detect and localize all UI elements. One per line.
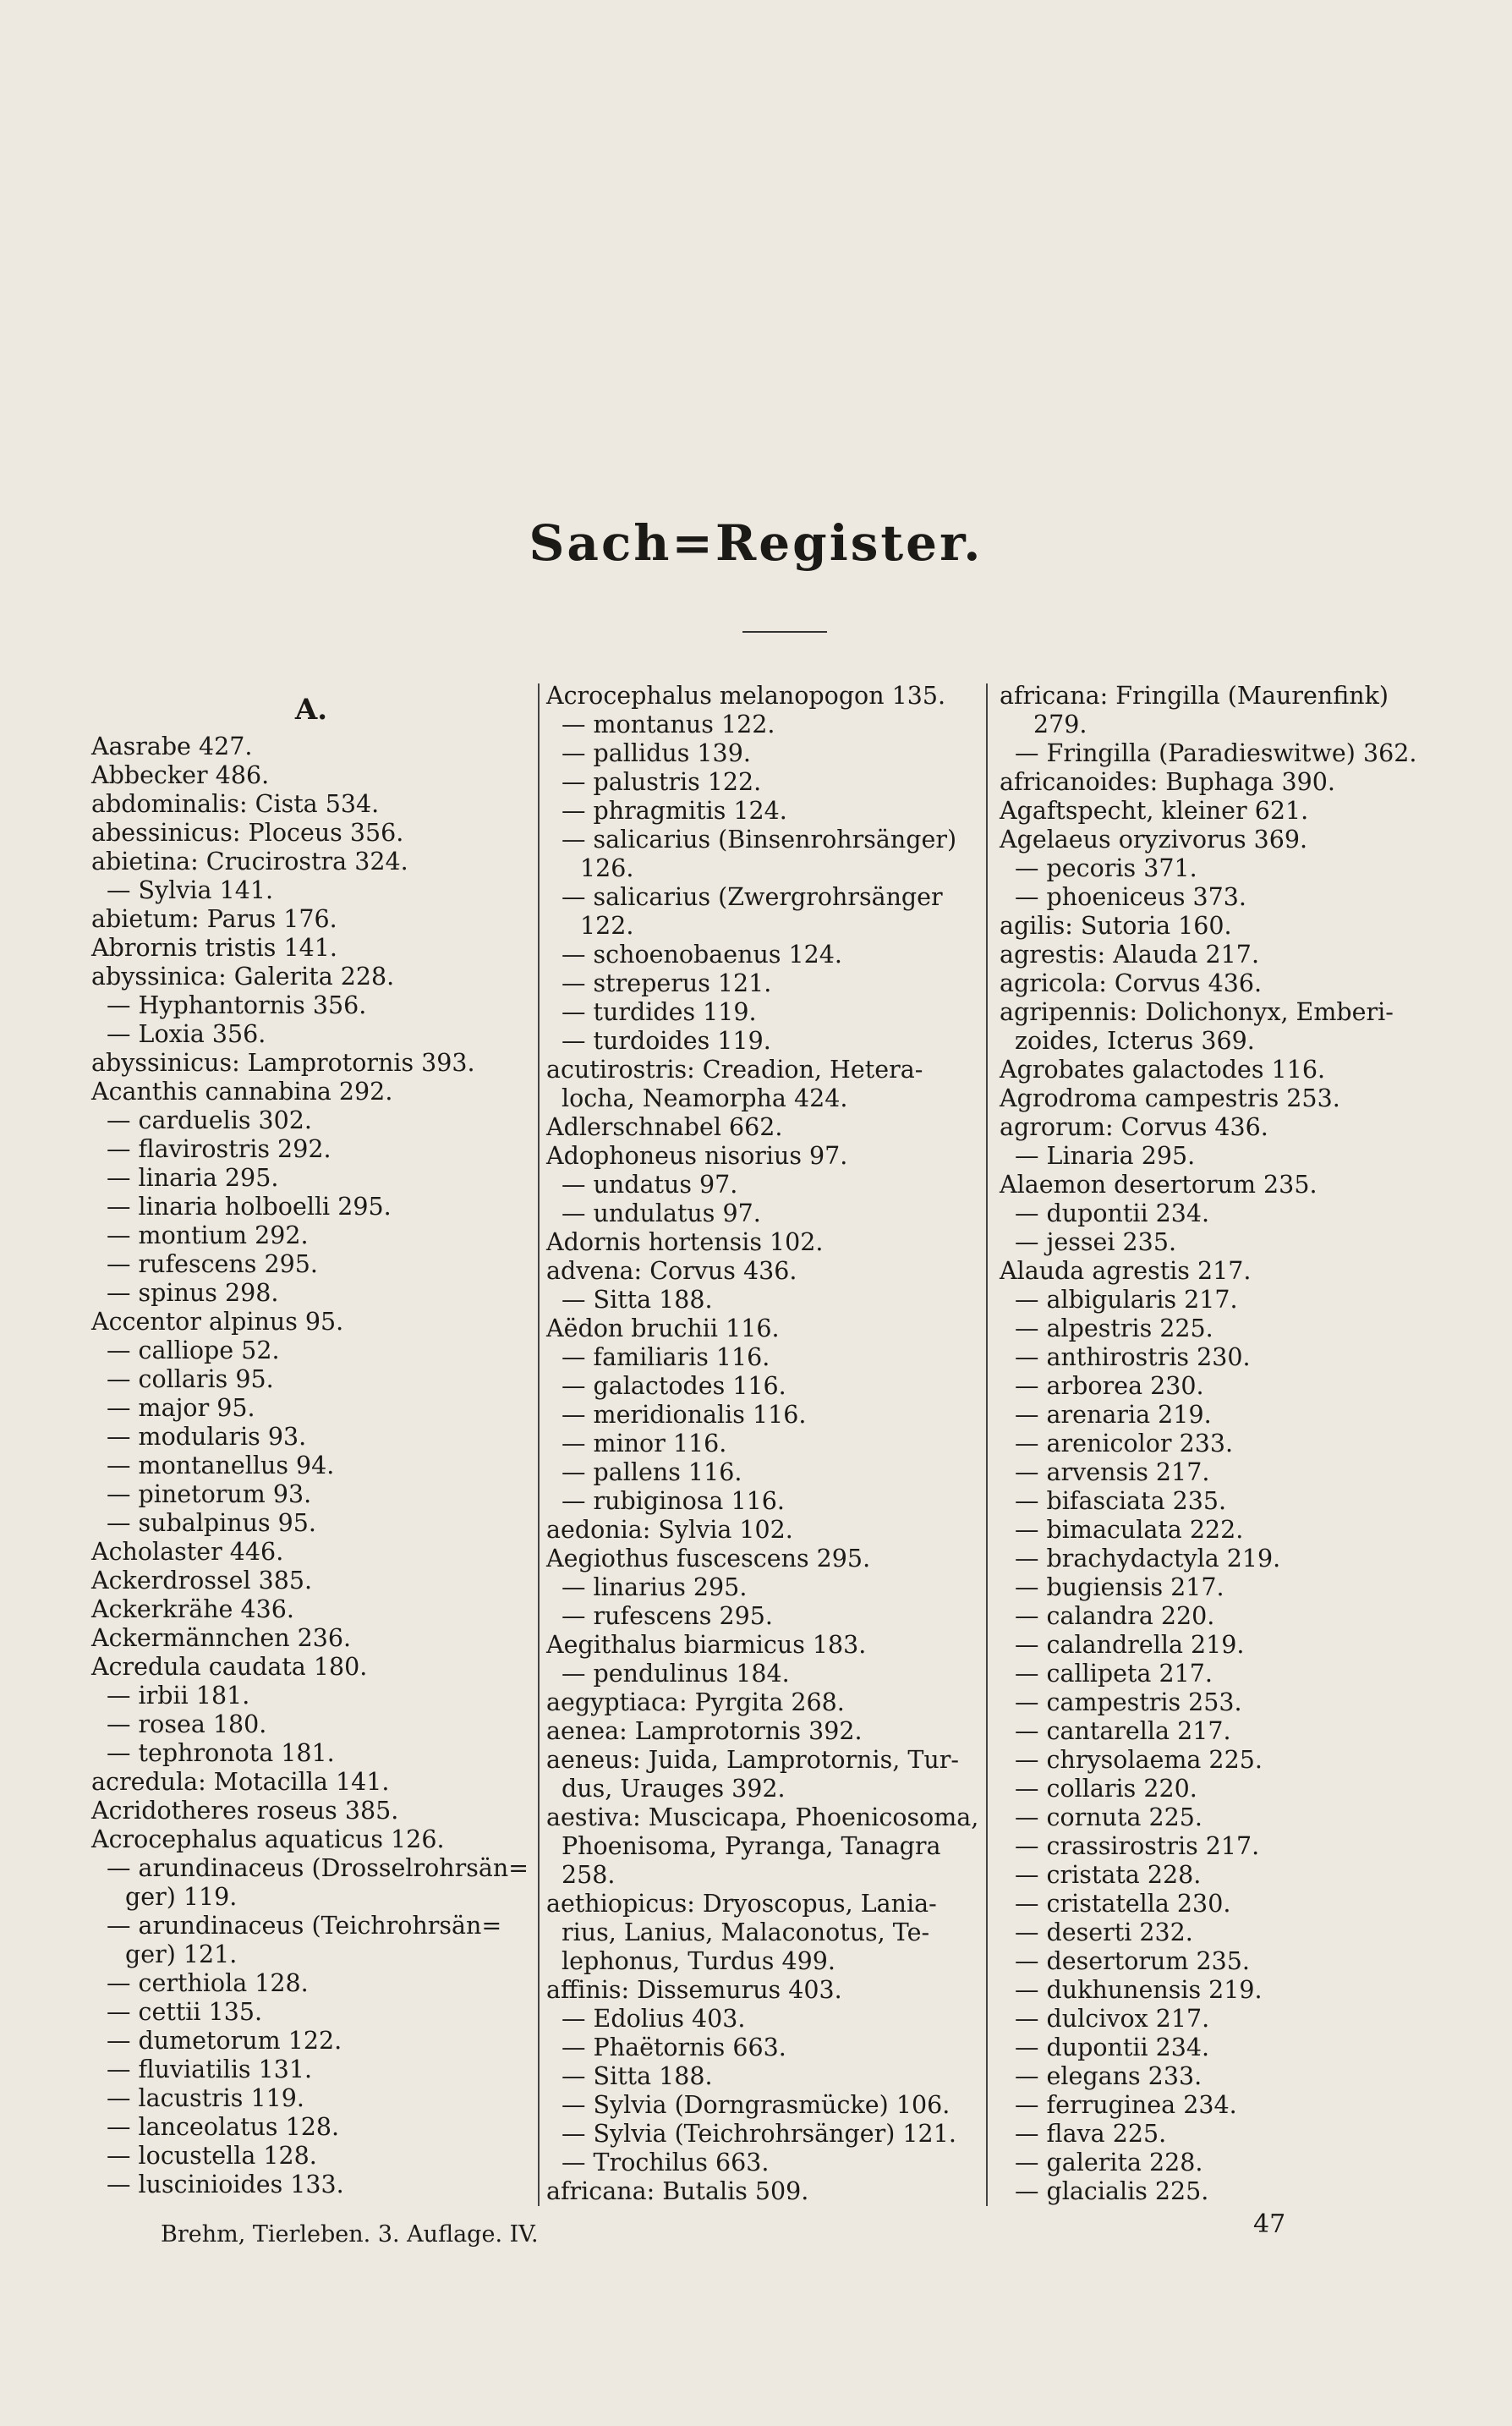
index-entry: — Hyphantornis 356.	[107, 991, 367, 1019]
index-entry: — certhiola 128.	[107, 1969, 309, 1997]
index-entry: — arenaria 219.	[1015, 1401, 1212, 1429]
index-entry: — rubiginosa 116.	[562, 1487, 785, 1515]
index-entry: agilis: Sutoria 160.	[1000, 912, 1232, 940]
index-entry: — palustris 122.	[562, 768, 762, 796]
index-entry: — Sitta 188.	[562, 1286, 713, 1314]
index-entry: — subalpinus 95.	[107, 1509, 316, 1537]
index-entry: — callipeta 217.	[1015, 1660, 1213, 1688]
index-entry: Adlerschnabel 662.	[546, 1113, 783, 1141]
index-entry: — phoeniceus 373.	[1015, 883, 1246, 911]
index-entry: Agaftspecht, kleiner 621.	[1000, 797, 1309, 825]
index-entry: — glacialis 225.	[1015, 2177, 1209, 2205]
index-entry: — dupontii 234.	[1015, 2034, 1210, 2061]
index-entry: — rufescens 295.	[562, 1602, 773, 1630]
index-entry: Acholaster 446.	[91, 1538, 284, 1566]
page-number: 47	[1253, 2209, 1286, 2239]
index-entry: — galactodes 116.	[562, 1372, 786, 1400]
index-entry: — schoenobaenus 124.	[562, 941, 842, 969]
index-entry: — bugiensis 217.	[1015, 1573, 1224, 1601]
index-entry: — Sitta 188.	[562, 2062, 713, 2090]
index-entry: aenea: Lamprotornis 392.	[546, 1717, 863, 1745]
index-entry: agricola: Corvus 436.	[1000, 969, 1263, 997]
index-entry: — campestris 253.	[1015, 1688, 1242, 1716]
index-entry: — dulcivox 217.	[1015, 2005, 1210, 2033]
footer-citation: Brehm, Tierleben. 3. Auflage. IV.	[161, 2221, 539, 2248]
index-entry: — streperus 121.	[562, 969, 772, 997]
index-entry: 279.	[1033, 711, 1087, 738]
index-entry: — desertorum 235.	[1015, 1947, 1250, 1975]
title-rule	[742, 631, 827, 633]
index-entry: — linarius 295.	[562, 1573, 748, 1601]
index-entry: Aëdon bruchii 116.	[546, 1315, 780, 1342]
index-entry: — spinus 298.	[107, 1279, 279, 1307]
index-entry: 258.	[562, 1861, 616, 1889]
index-entry: — montanellus 94.	[107, 1452, 335, 1479]
index-entry: — arvensis 217.	[1015, 1458, 1210, 1486]
index-entry: — calandra 220.	[1015, 1602, 1215, 1630]
index-entry: — deserti 232.	[1015, 1918, 1193, 1946]
index-entry: zoides, Icterus 369.	[1015, 1027, 1255, 1055]
index-entry: — Phaëtornis 663.	[562, 2034, 786, 2061]
index-entry: — Sylvia 141.	[107, 876, 274, 904]
index-entry: abietina: Crucirostra 324.	[91, 848, 408, 875]
index-entry: — collaris 220.	[1015, 1775, 1197, 1803]
index-entry: 126.	[580, 854, 634, 882]
index-entry: abdominalis: Cista 534.	[91, 790, 380, 818]
index-entry: — chrysolaema 225.	[1015, 1746, 1263, 1774]
index-entry: rius, Lanius, Malaconotus, Te-	[562, 1918, 930, 1946]
index-entry: Accentor alpinus 95.	[91, 1308, 344, 1336]
index-entry: Acredula caudata 180.	[91, 1653, 368, 1681]
index-entry: agrorum: Corvus 436.	[1000, 1113, 1268, 1141]
index-entry: locha, Neamorpha 424.	[562, 1084, 848, 1112]
index-entry: — meridionalis 116.	[562, 1401, 807, 1429]
index-entry: — modularis 93.	[107, 1423, 307, 1451]
index-entry: — Edolius 403.	[562, 2005, 746, 2033]
index-entry: — pallidus 139.	[562, 739, 751, 767]
index-entry: 122.	[580, 912, 634, 940]
index-entry: — dukhunensis 219.	[1015, 1976, 1263, 2004]
index-entry: Aasrabe 427.	[91, 733, 253, 760]
index-entry: Adophoneus nisorius 97.	[546, 1142, 848, 1170]
index-entry: Acrocephalus aquaticus 126.	[91, 1825, 445, 1853]
index-entry: — undatus 97.	[562, 1171, 738, 1199]
index-entry: — salicarius (Binsenrohrsänger)	[562, 826, 957, 853]
index-entry: — arundinaceus (Teichrohrsän=	[107, 1912, 502, 1940]
page-title: Sach=Register.	[529, 514, 983, 572]
index-entry: — tephronota 181.	[107, 1739, 335, 1767]
index-entry: — galerita 228.	[1015, 2149, 1203, 2176]
index-entry: — Linaria 295.	[1015, 1142, 1196, 1170]
index-entry: — irbii 181.	[107, 1682, 250, 1710]
index-entry: — calliope 52.	[107, 1336, 280, 1364]
index-entry: — pecoris 371.	[1015, 854, 1197, 882]
index-entry: agripennis: Dolichonyx, Emberi-	[1000, 998, 1394, 1026]
index-entry: Adornis hortensis 102.	[546, 1228, 824, 1256]
index-entry: — Sylvia (Teichrohrsänger) 121.	[562, 2120, 956, 2148]
index-entry: — cristatella 230.	[1015, 1890, 1231, 1918]
index-entry: — pallens 116.	[562, 1458, 742, 1486]
index-entry: Acanthis cannabina 292.	[91, 1078, 393, 1106]
index-entry: Phoenisoma, Pyranga, Tanagra	[562, 1832, 941, 1860]
index-entry: — Loxia 356.	[107, 1020, 266, 1048]
index-entry: lephonus, Turdus 499.	[562, 1947, 835, 1975]
index-entry: — elegans 233.	[1015, 2062, 1202, 2090]
index-entry: — bimaculata 222.	[1015, 1516, 1244, 1544]
index-entry: Acrocephalus melanopogon 135.	[546, 682, 946, 710]
index-entry: — arborea 230.	[1015, 1372, 1204, 1400]
index-entry: Aegithalus biarmicus 183.	[546, 1631, 867, 1659]
index-entry: — montium 292.	[107, 1221, 309, 1249]
index-entry: — collaris 95.	[107, 1365, 274, 1393]
index-entry: — rosea 180.	[107, 1710, 267, 1738]
index-entry: africana: Fringilla (Maurenfink)	[1000, 682, 1389, 710]
index-entry: — fluviatilis 131.	[107, 2056, 313, 2083]
index-entry: affinis: Dissemurus 403.	[546, 1976, 842, 2004]
index-entry: Acridotheres roseus 385.	[91, 1797, 399, 1825]
index-entry: acutirostris: Creadion, Hetera-	[546, 1056, 923, 1084]
index-entry: aegyptiaca: Pyrgita 268.	[546, 1688, 845, 1716]
index-entry: dus, Urauges 392.	[562, 1775, 786, 1803]
index-entry: — flava 225.	[1015, 2120, 1167, 2148]
index-entry: — Fringilla (Paradieswitwe) 362.	[1015, 739, 1417, 767]
index-entry: Agrobates galactodes 116.	[1000, 1056, 1326, 1084]
index-entry: — arundinaceus (Drosselrohrsän=	[107, 1854, 529, 1882]
index-entry: — rufescens 295.	[107, 1250, 318, 1278]
index-entry: Alaemon desertorum 235.	[1000, 1171, 1318, 1199]
index-entry: aedonia: Sylvia 102.	[546, 1516, 793, 1544]
index-entry: — turdides 119.	[562, 998, 757, 1026]
index-entry: — major 95.	[107, 1394, 255, 1422]
index-entry: — calandrella 219.	[1015, 1631, 1245, 1659]
index-entry: — jessei 235.	[1015, 1228, 1177, 1256]
index-entry: abietum: Parus 176.	[91, 905, 337, 933]
index-entry: — phragmitis 124.	[562, 797, 787, 825]
index-entry: — anthirostris 230.	[1015, 1343, 1251, 1371]
index-entry: Alauda agrestis 217.	[1000, 1257, 1252, 1285]
index-entry: Ackerkrähe 436.	[91, 1595, 294, 1623]
index-entry: — familiaris 116.	[562, 1343, 770, 1371]
index-entry: — montanus 122.	[562, 711, 775, 738]
index-entry: ger) 119.	[125, 1883, 238, 1911]
index-entry: aethiopicus: Dryoscopus, Lania-	[546, 1890, 937, 1918]
index-entry: ger) 121.	[125, 1940, 238, 1968]
index-entry: — lanceolatus 128.	[107, 2113, 340, 2141]
index-entry: — arenicolor 233.	[1015, 1430, 1234, 1457]
index-entry: agrestis: Alauda 217.	[1000, 941, 1260, 969]
column-divider-2	[986, 683, 988, 2206]
index-entry: Ackermännchen 236.	[91, 1624, 352, 1652]
index-entry: — flavirostris 292.	[107, 1135, 331, 1163]
index-entry: — albigularis 217.	[1015, 1286, 1238, 1314]
index-entry: — lacustris 119.	[107, 2084, 304, 2112]
index-entry: — pinetorum 93.	[107, 1480, 312, 1508]
index-entry: — cantarella 217.	[1015, 1717, 1231, 1745]
index-entry: Abrornis tristis 141.	[91, 934, 337, 962]
index-entry: — crassirostris 217.	[1015, 1832, 1260, 1860]
index-entry: — dumetorum 122.	[107, 2027, 342, 2055]
index-entry: — cornuta 225.	[1015, 1803, 1202, 1831]
index-entry: africanoides: Buphaga 390.	[1000, 768, 1335, 796]
index-entry: abyssinica: Galerita 228.	[91, 963, 395, 991]
index-entry: Abbecker 486.	[91, 761, 270, 789]
index-entry: — undulatus 97.	[562, 1199, 761, 1227]
index-entry: — salicarius (Zwergrohrsänger	[562, 883, 943, 911]
index-entry: — locustella 128.	[107, 2142, 317, 2170]
index-entry: — bifasciata 235.	[1015, 1487, 1227, 1515]
index-entry: — linaria holboelli 295.	[107, 1193, 392, 1221]
index-entry: — ferruginea 234.	[1015, 2091, 1237, 2119]
index-entry: — carduelis 302.	[107, 1106, 312, 1134]
index-entry: — alpestris 225.	[1015, 1315, 1213, 1342]
index-entry: — dupontii 234.	[1015, 1199, 1210, 1227]
index-entry: — cettii 135.	[107, 1998, 263, 2026]
index-entry: Agrodroma campestris 253.	[1000, 1084, 1340, 1112]
index-entry: — linaria 295.	[107, 1164, 279, 1192]
index-entry: aeneus: Juida, Lamprotornis, Tur-	[546, 1746, 960, 1774]
index-entry: — Sylvia (Dorngrasmücke) 106.	[562, 2091, 950, 2119]
index-entry: — pendulinus 184.	[562, 1660, 790, 1688]
index-entry: — luscinioides 133.	[107, 2171, 344, 2198]
index-entry: abessinicus: Ploceus 356.	[91, 819, 404, 847]
index-entry: — turdoides 119.	[562, 1027, 771, 1055]
index-entry: — minor 116.	[562, 1430, 727, 1457]
index-entry: Aegiothus fuscescens 295.	[546, 1545, 871, 1573]
index-entry: aestiva: Muscicapa, Phoenicosoma,	[546, 1803, 979, 1831]
index-entry: abyssinicus: Lamprotornis 393.	[91, 1049, 475, 1077]
index-entry: Agelaeus oryzivorus 369.	[1000, 826, 1308, 853]
index-entry: — Trochilus 663.	[562, 2149, 770, 2176]
index-entry: — cristata 228.	[1015, 1861, 1202, 1889]
section-letter: A.	[294, 693, 328, 727]
index-entry: advena: Corvus 436.	[546, 1257, 797, 1285]
index-entry: — brachydactyla 219.	[1015, 1545, 1281, 1573]
index-entry: africana: Butalis 509.	[546, 2177, 809, 2205]
index-entry: Ackerdrossel 385.	[91, 1567, 313, 1594]
index-entry: acredula: Motacilla 141.	[91, 1768, 390, 1796]
column-divider-1	[538, 683, 540, 2206]
